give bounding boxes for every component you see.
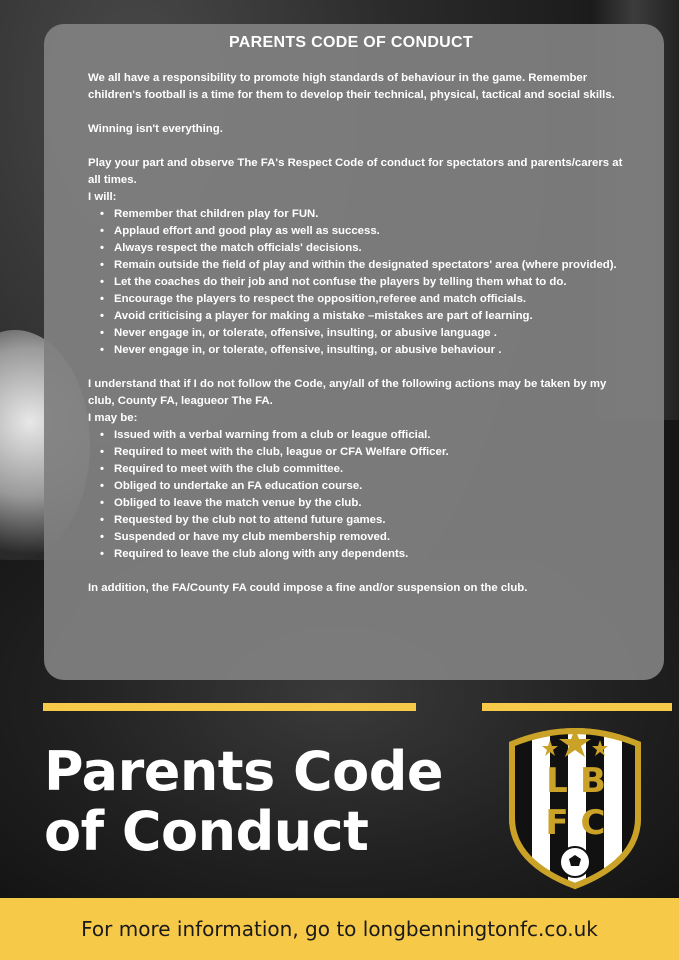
accent-bar-left [43,703,416,711]
list-item: • Remember that children play for FUN. [100,206,624,223]
hero-title-line-2: of Conduct [44,800,369,863]
list-item: • Issued with a verbal warning from a club or league official. [100,427,624,444]
list-item: • Requested by the club not to attend future games. [100,512,624,529]
hero-title-line-1: Parents Code [44,740,444,803]
winning-statement: Winning isn't everything. [88,123,223,135]
closing-paragraph: In addition, the FA/County FA could impose a fine and/or suspension on the club. [88,582,528,594]
understand-paragraph: I understand that if I do not follow the Code, any/all of the following actions may be taken by my club, County FA, leagueor The FA. [88,378,607,407]
list-item: • Always respect the match officials' decisions. [100,240,624,257]
footer-banner [0,898,679,960]
intro-paragraph: We all have a responsibility to promote high standards of behaviour in the game. Remember children's football is a time for them to develop their technical, physical, tactical and social skills. [88,72,615,101]
crest-letter: F [545,803,569,843]
list-item: • Never engage in, or tolerate, offensive, insulting, or abusive behaviour . [100,342,624,359]
list-item: • Obliged to leave the match venue by the club. [100,495,624,512]
respect-paragraph: Play your part and observe The FA's Respect Code of conduct for spectators and parents/carers at all times. [88,157,623,186]
football-crest-icon [500,722,650,890]
list-item: • Required to meet with the club, league or CFA Welfare Officer. [100,444,624,461]
list-item: • Remain outside the field of play and within the designated spectators' area (where provided). [100,257,624,274]
card-body [88,70,624,597]
list-item: • Let the coaches do their job and not confuse the players by telling them what to do. [100,274,624,291]
code-of-conduct-card [44,24,664,680]
crest-letter: B [580,761,606,801]
list-item: • Obliged to undertake an FA education course. [100,478,624,495]
crest-letter: L [546,761,568,801]
will-list [88,206,624,359]
list-item: • Avoid criticising a player for making a mistake –mistakes are part of learning. [100,308,624,325]
crest-letter: C [580,803,606,843]
list-item: • Suspended or have my club membership removed. [100,529,624,546]
hero-title [44,742,464,862]
list-item: • Encourage the players to respect the opposition,referee and match officials. [100,291,624,308]
list-item: • Required to meet with the club committee. [100,461,624,478]
footer-info-text: For more information, go to longbenningtonfc.co.uk [81,917,598,941]
accent-bar-right [482,703,672,711]
may-list [88,427,624,563]
i-will-label: I will: [88,191,117,203]
list-item: • Applaud effort and good play as well as success. [100,223,624,240]
card-title: PARENTS CODE OF CONDUCT [229,34,473,51]
list-item: • Never engage in, or tolerate, offensive, insulting, or abusive language . [100,325,624,342]
list-item: • Required to leave the club along with any dependents. [100,546,624,563]
i-may-be-label: I may be: [88,412,138,424]
